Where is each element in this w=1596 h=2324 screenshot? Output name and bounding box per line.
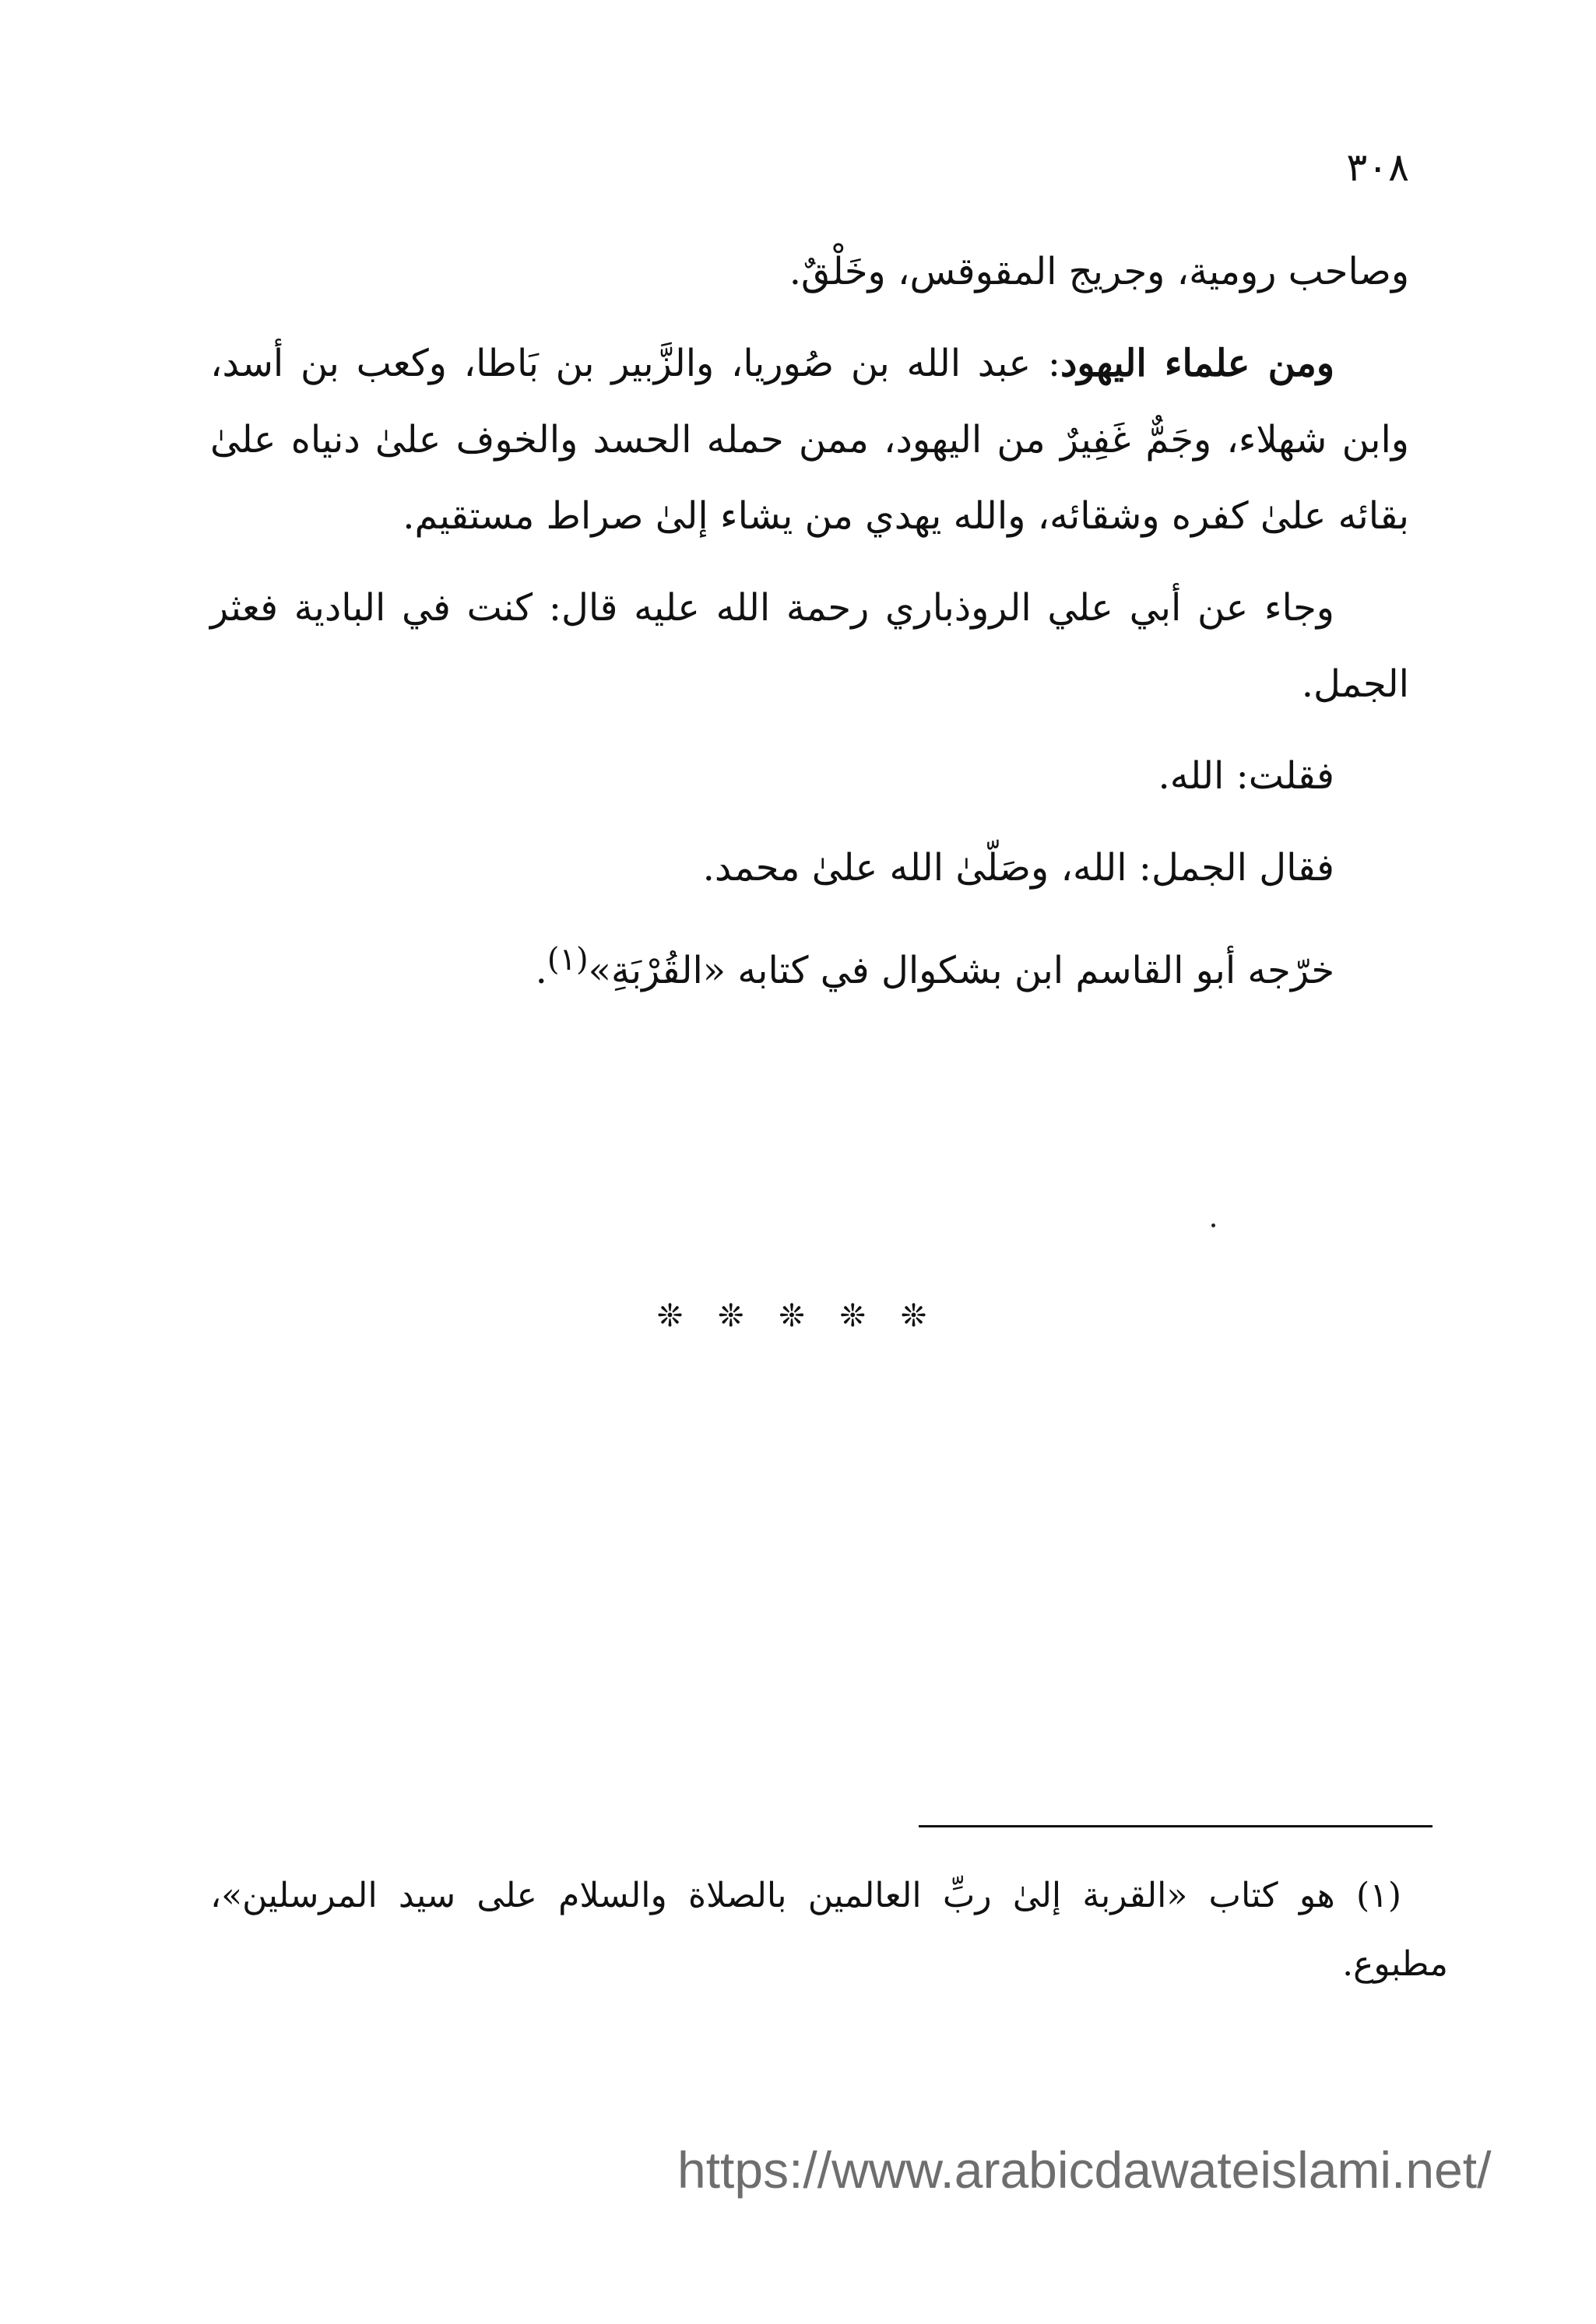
paragraph-1: وصاحب رومية، وجريج المقوقس، وخَلْقٌ.	[789, 250, 1409, 293]
paragraph-2-lead: ومن علماء اليهود	[1060, 342, 1334, 385]
paragraph-6-text: خرّجه أبو القاسم ابن بشكوال في كتابه «القُرْبَةِ»	[588, 949, 1334, 992]
footnote-divider	[919, 1825, 1433, 1827]
stray-dot	[1211, 1223, 1215, 1227]
watermark-url: https://www.arabicdawateislami.net/	[677, 2141, 1492, 2199]
section-ornament: ❊ ❊ ❊ ❊ ❊	[656, 1298, 940, 1334]
footnote-1: (١) هو كتاب «القربة إلىٰ ربِّ العالمين بالصلاة والسلام على سيد المرسلين»، مطبوع.	[210, 1876, 1448, 1984]
main-text-block	[210, 233, 1409, 1024]
footnote-reference: (١)	[547, 942, 589, 978]
paragraph-2-rest: : عبد الله بن صُوريا، والزَّبير بن بَاطا، وكعب بن أسد، وابن شهلاء، وجَمٌّ غَفِيرٌ من اليهود، ممن حمله الحسد والخوف علىٰ دنياه علىٰ بقائه علىٰ كفره وشقائه، والله يهدي من يشاء إلىٰ صراط مستقيم.	[210, 342, 1409, 538]
footnote-block	[210, 1862, 1448, 1999]
paragraph-6	[210, 922, 1409, 1009]
paragraph-2	[210, 325, 1409, 554]
paragraph-3: وجاء عن أبي علي الروذباري رحمة الله عليه قال: كنت في البادية فعثر الجمل.	[210, 586, 1409, 706]
page-number: ٣٠٨	[1346, 145, 1409, 190]
paragraph-4: فقلت: الله.	[1158, 754, 1334, 798]
paragraph-5: فقال الجمل: الله، وصَلّىٰ الله علىٰ محمد.	[702, 846, 1334, 890]
paragraph-6-end: .	[535, 949, 547, 992]
